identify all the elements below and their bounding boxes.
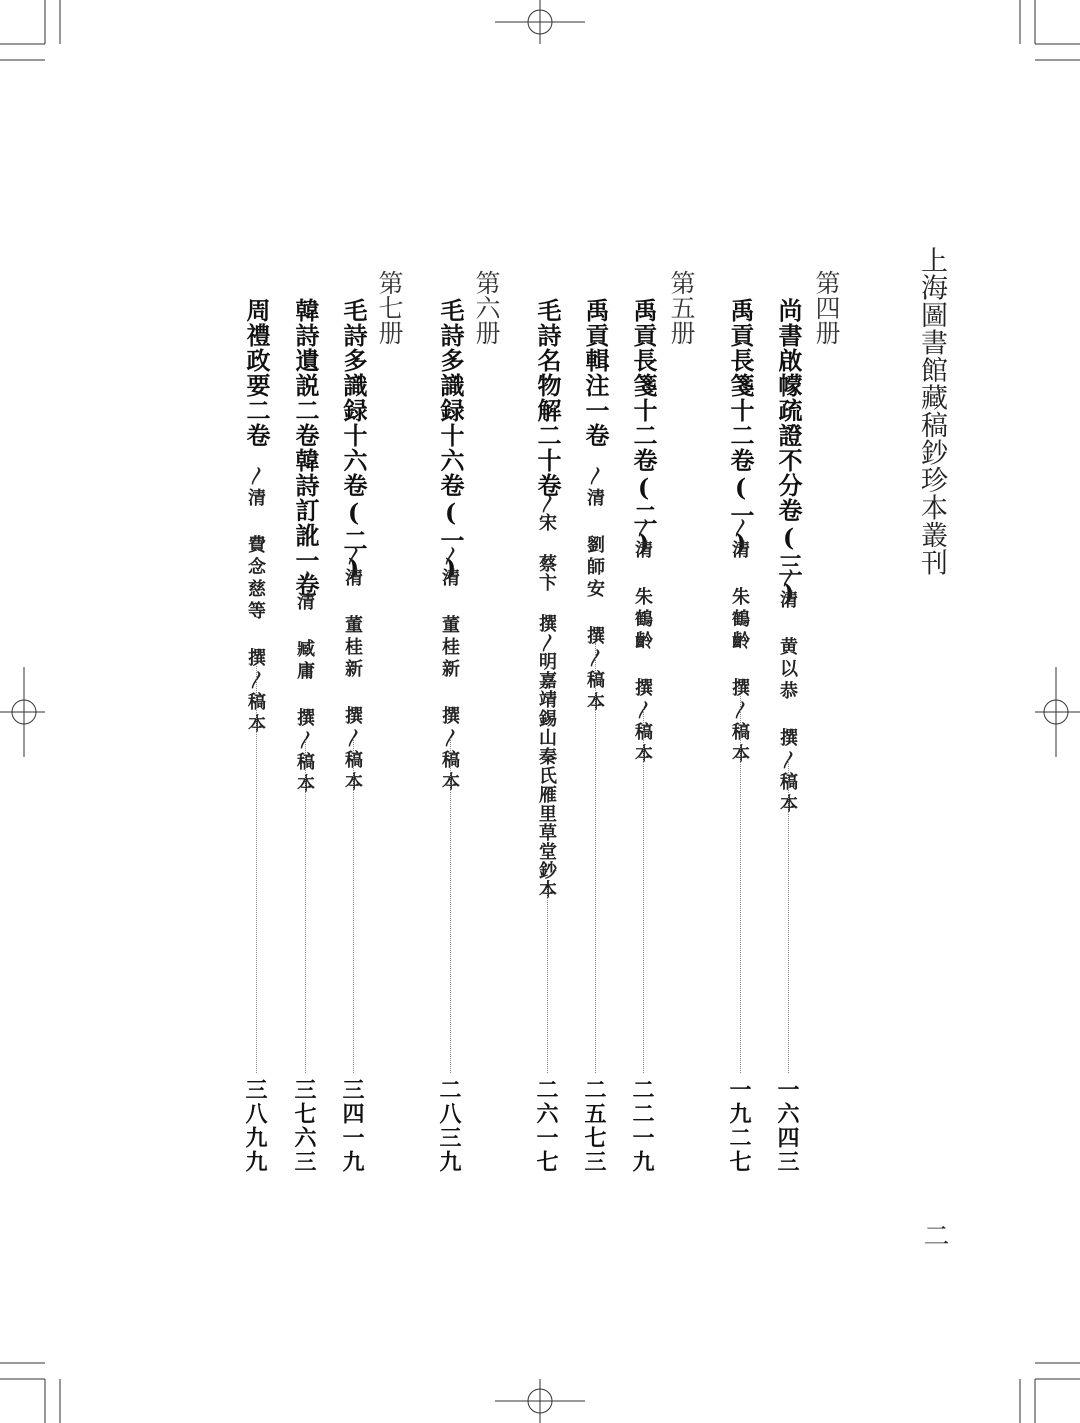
entry-title: 毛詩多識録十六卷(一) <box>436 298 465 583</box>
toc-entry[interactable] <box>289 298 323 1174</box>
entry-title: 韓詩遺説二卷韓詩訂訛一卷 <box>291 298 320 598</box>
entry-page: 三七六三 <box>291 1078 317 1174</box>
entry-title: 禹貢長箋十二卷(二) <box>629 298 658 558</box>
volume-heading-4: 第四册 <box>812 270 841 345</box>
entry-page: 一六四三 <box>774 1078 800 1174</box>
entry-title: 毛詩名物解二十卷 <box>533 298 562 498</box>
dot-leader <box>547 888 548 1073</box>
entry-page: 二八三九 <box>436 1078 462 1174</box>
dot-leader <box>256 660 257 1073</box>
entry-author: 〳清 朱鶴齡 撰〳稿本 <box>729 518 750 766</box>
dot-leader <box>643 708 644 1073</box>
entry-title: 尚書啟幪疏證不分卷(三) <box>774 298 803 608</box>
entry-author: 〳清 費念慈等 撰〳稿本 <box>245 466 266 736</box>
page-number: 二 <box>919 1222 949 1248</box>
toc-entry[interactable] <box>627 298 661 1174</box>
entry-author: 〳清 臧庸 撰〳稿本 <box>294 570 315 796</box>
volume-heading-6: 第六册 <box>472 270 501 345</box>
entry-title: 毛詩多識録十六卷(二) <box>339 298 368 583</box>
toc-entry[interactable] <box>531 298 565 1174</box>
toc-entry[interactable] <box>337 298 371 1174</box>
entry-author: 〳清 朱鶴齡 撰〳稿本 <box>632 518 653 766</box>
entry-author: 〳清 劉師安 撰〳稿本 <box>584 466 605 714</box>
dot-leader <box>788 758 789 1073</box>
entry-author: 〳宋 蔡卞 撰〳明嘉靖錫山秦氏雁里草堂鈔本 <box>536 494 557 899</box>
entry-page: 二二一九 <box>629 1078 655 1174</box>
dot-leader <box>740 688 741 1073</box>
dot-leader <box>305 738 306 1073</box>
toc-entry[interactable] <box>434 298 468 1174</box>
entry-author: 〳清 黄以恭 撰〳稿本 <box>777 568 798 816</box>
dot-leader <box>595 643 596 1073</box>
toc-entry[interactable] <box>724 298 758 1174</box>
entry-page: 一九二七 <box>726 1078 752 1174</box>
entry-author: 〳清 董桂新 撰〳稿本 <box>439 546 460 794</box>
volume-heading-5: 第五册 <box>667 270 696 345</box>
entry-title: 周禮政要二卷 <box>242 298 271 448</box>
toc-entry[interactable] <box>579 298 613 1174</box>
entry-page: 二六一七 <box>533 1078 559 1174</box>
volume-heading-7: 第七册 <box>375 270 404 345</box>
entry-title: 禹貢輯注一卷 <box>581 298 610 448</box>
running-title: 上海圖書館藏稿鈔珍本叢刊 <box>916 246 947 576</box>
entry-page: 二五七三 <box>581 1078 607 1174</box>
entry-title: 禹貢長箋十二卷(一) <box>726 298 755 558</box>
dot-leader <box>353 738 354 1073</box>
entry-page: 三四一九 <box>339 1078 365 1174</box>
entry-page: 三八九九 <box>242 1078 268 1174</box>
toc-entry[interactable] <box>772 298 806 1174</box>
dot-leader <box>450 738 451 1073</box>
toc-entry[interactable] <box>240 298 274 1174</box>
entry-author: 〳清 董桂新 撰〳稿本 <box>342 546 363 794</box>
